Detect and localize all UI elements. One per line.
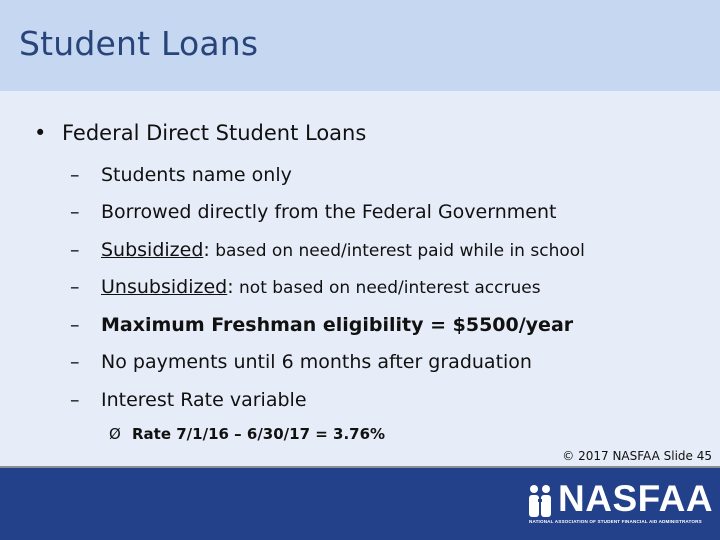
sub-item-students-name bbox=[70, 164, 292, 186]
nasfaa-logo bbox=[527, 480, 712, 530]
dash-icon: – bbox=[70, 276, 80, 298]
sub-item-interest-rate bbox=[70, 389, 307, 411]
dash-icon: – bbox=[70, 351, 80, 373]
logo-tagline: NATIONAL ASSOCIATION OF STUDENT FINANCIAL AID ADMINISTRATORS bbox=[529, 519, 702, 524]
logo-wordmark: NASFAA bbox=[558, 478, 714, 519]
sub-item-subsidized bbox=[70, 239, 585, 261]
sub-item-text: Students name only bbox=[101, 164, 292, 186]
sub-item-unsubsidized bbox=[70, 276, 541, 298]
dash-icon: – bbox=[70, 164, 80, 186]
main-bullet-text: Federal Direct Student Loans bbox=[62, 121, 367, 145]
sub-item-no-payments bbox=[70, 351, 532, 373]
sub-item-text: Interest Rate variable bbox=[101, 389, 307, 411]
term-subsidized: Subsidized bbox=[101, 239, 204, 261]
dash-icon: – bbox=[70, 201, 80, 223]
dash-icon: – bbox=[70, 389, 80, 411]
term-colon: : bbox=[227, 276, 234, 298]
sub-item-text: Maximum Freshman eligibility = $5500/year bbox=[101, 314, 574, 336]
rate-line bbox=[109, 425, 385, 443]
bullet-icon: • bbox=[34, 121, 47, 145]
dash-icon: – bbox=[70, 314, 80, 336]
copyright-slide-number: © 2017 NASFAA Slide 45 bbox=[562, 449, 712, 463]
sub-item-text: Borrowed directly from the Federal Government bbox=[101, 201, 557, 223]
sub-item-text: No payments until 6 months after graduation bbox=[101, 351, 532, 373]
arrow-bullet-icon: Ø bbox=[109, 425, 121, 443]
sub-item-borrowed bbox=[70, 201, 556, 223]
people-icon bbox=[527, 483, 553, 517]
main-bullet bbox=[34, 121, 366, 145]
term-unsubsidized: Unsubsidized bbox=[101, 276, 228, 298]
sub-item-description: based on need/interest paid while in school bbox=[209, 241, 585, 261]
sub-item-max-eligibility bbox=[70, 314, 573, 336]
slide-title: Student Loans bbox=[19, 24, 259, 63]
term-colon: : bbox=[203, 239, 210, 261]
dash-icon: – bbox=[70, 239, 80, 261]
rate-text: Rate 7/1/16 – 6/30/17 = 3.76% bbox=[132, 425, 386, 443]
sub-item-description: not based on need/interest accrues bbox=[233, 278, 541, 298]
